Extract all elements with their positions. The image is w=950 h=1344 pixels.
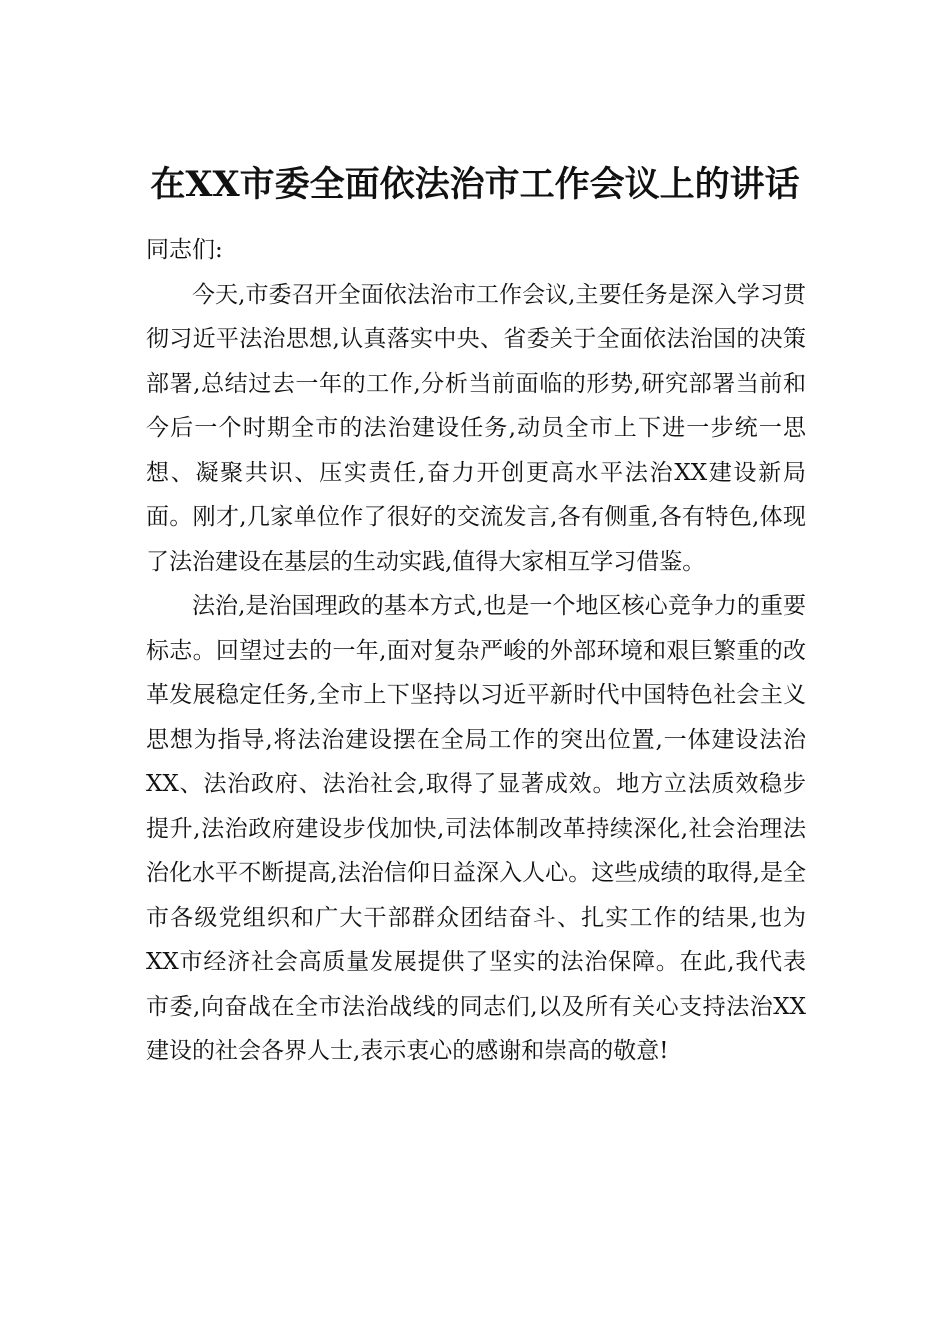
salutation: 同志们: xyxy=(146,237,223,263)
paragraph-2: 法治,是治国理政的基本方式,也是一个地区核心竞争力的重要标志。回望过去的一年,面对复杂严峻的外部环境和艰巨繁重的改革发展稳定任务,全市上下坚持以习近平新时代中国特色社会主义思想为指导,将法治建设摆在全局工作的突出位置,一体建设法治XX、法治政府、法治社会,取得了显著成效。地方立法质效稳步提升,法治政府建设步伐加快,司法体制改革持续深化,社会治理法治化水平不断提高,法治信仰日益深入人心。这些成绩的取得,是全市各级党组织和广大干部群众团结奋斗、扎实工作的结果,也为XX市经济社会高质量发展提供了坚实的法治保障。在此,我代表市委,向奋战在全市法治战线的同志们,以及所有关心支持法治XX建设的社会各界人士,表示衷心的感谢和崇高的敬意! xyxy=(146,593,806,1064)
paragraph-1: 今天,市委召开全面依法治市工作会议,主要任务是深入学习贯彻习近平法治思想,认真落实中央、省委关于全面依法治国的决策部署,总结过去一年的工作,分析当前面临的形势,研究部署当前和今后一个时期全市的法治建设任务,动员全市上下进一步统一思想、凝聚共识、压实责任,奋力开创更高水平法治XX建设新局面。刚才,几家单位作了很好的交流发言,各有侧重,各有特色,体现了法治建设在基层的生动实践,值得大家相互学习借鉴。 xyxy=(146,281,806,575)
document-title: 在XX市委全面依法治市工作会议上的讲话 xyxy=(150,164,800,205)
document-body xyxy=(146,228,806,1074)
